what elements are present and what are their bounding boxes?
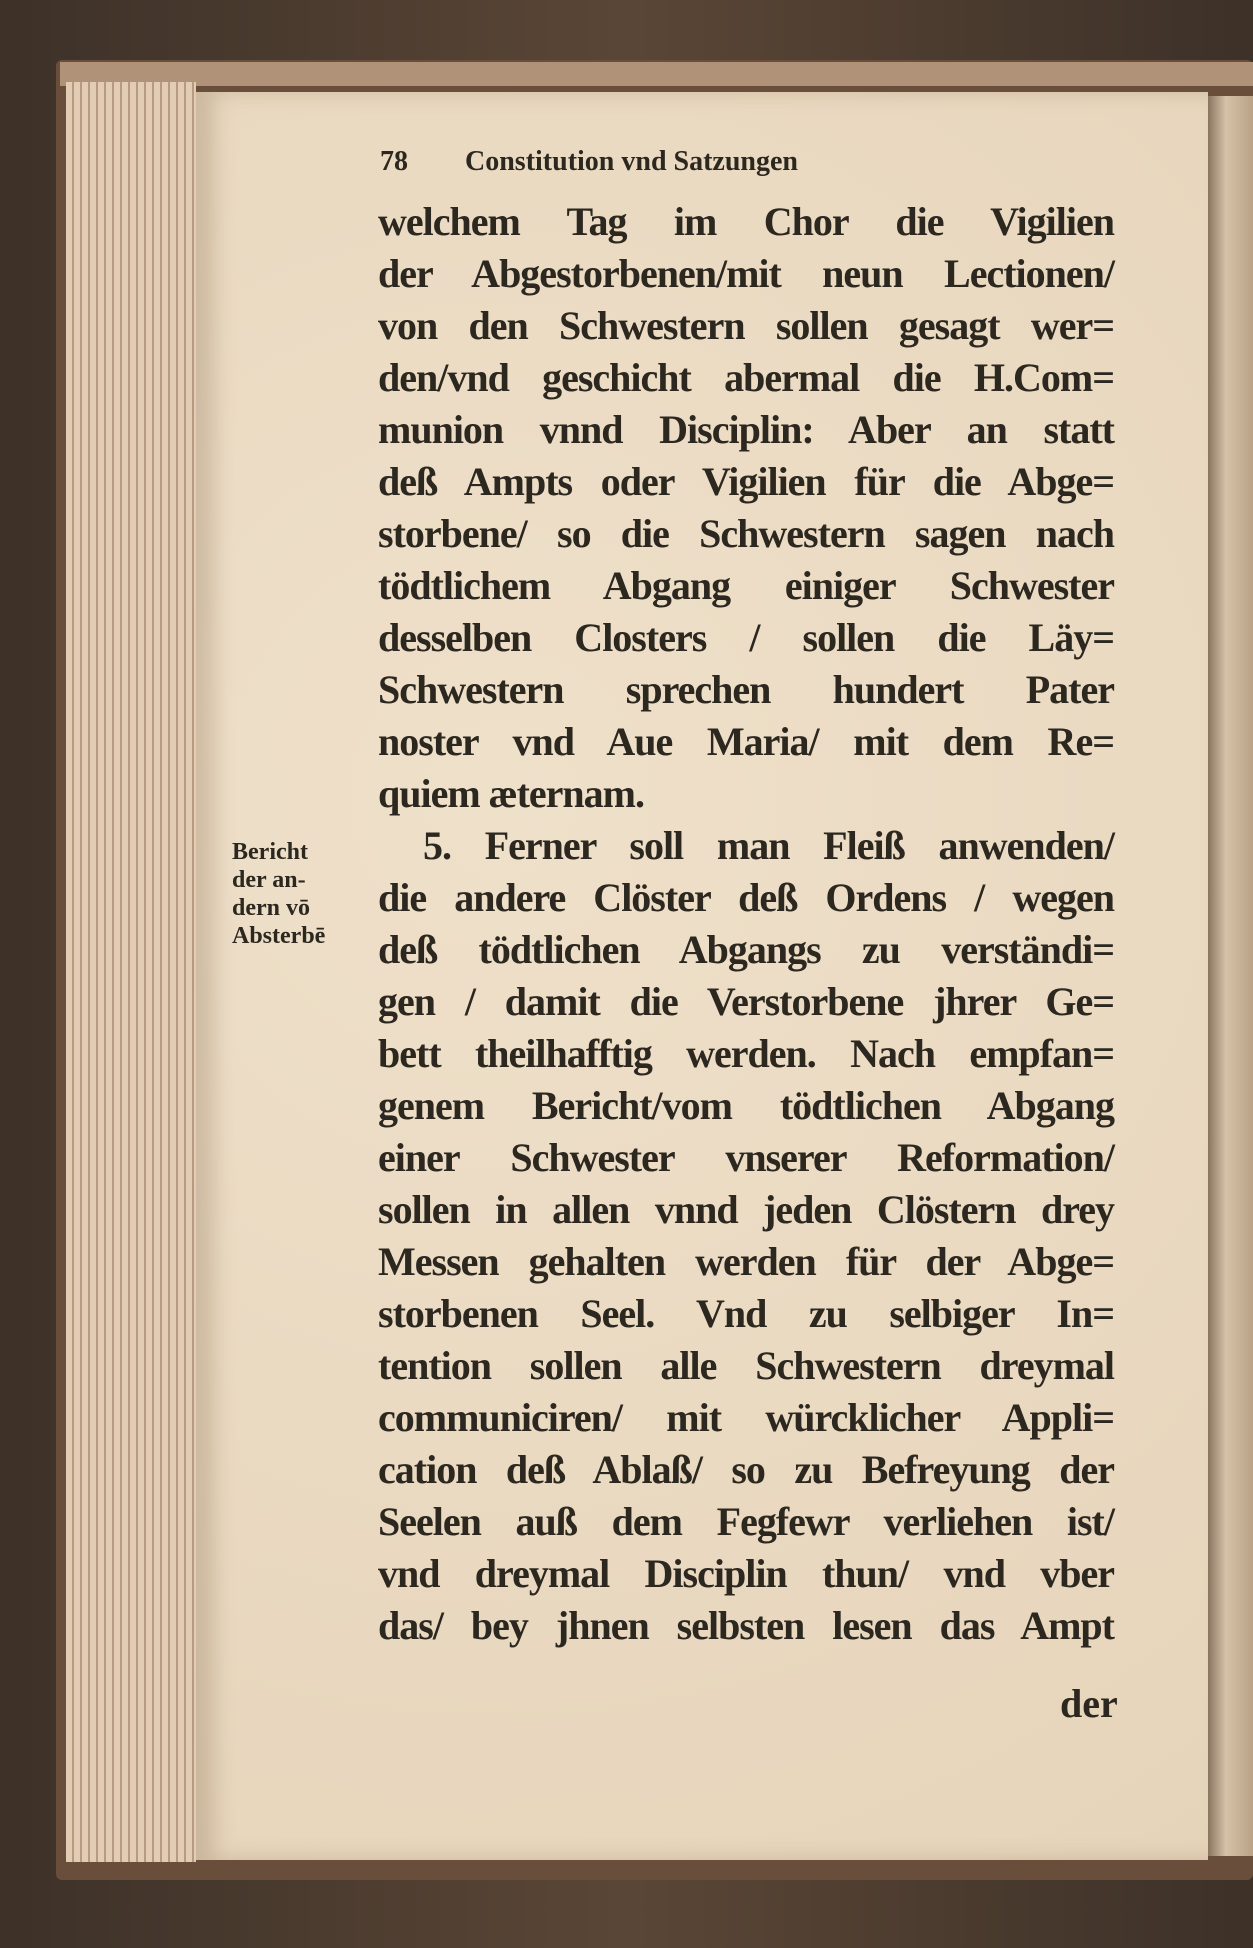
facing-page-edge [1208, 96, 1253, 1856]
text-line: deß tödtlichen Abgangs zu verständi= [378, 927, 1114, 972]
text-line: die andere Clöster deß Ordens / wegen [378, 875, 1114, 920]
text-line: desselben Closters / sollen die Läy= [378, 615, 1114, 660]
page-top-edge [60, 62, 1253, 86]
text-line: Schwestern sprechen hundert Pater [378, 667, 1114, 712]
catchword: der [1060, 1681, 1118, 1726]
text-line: vnd dreymal Disciplin thun/ vnd vber [378, 1551, 1114, 1596]
text-line: den/vnd geschicht abermal die H.Com= [378, 355, 1114, 400]
text-line: cation deß Ablaß/ so zu Befreyung der [378, 1447, 1114, 1492]
text-line: noster vnd Aue Maria/ mit dem Re= [378, 719, 1114, 764]
text-line: Messen gehalten werden für der Abge= [378, 1239, 1114, 1284]
body-text [378, 196, 1114, 1652]
text-line: Seelen auß dem Fegfewr verliehen ist/ [378, 1499, 1114, 1544]
text-line: sollen in allen vnnd jeden Clöstern drey [378, 1187, 1114, 1232]
text-line: das/ bey jhnen selbsten lesen das Ampt [378, 1603, 1114, 1648]
text-line: storbene/ so die Schwestern sagen nach [378, 511, 1114, 556]
text-line: der Abgestorbenen/mit neun Lectionen/ [378, 251, 1114, 296]
text-line: storbenen Seel. Vnd zu selbiger In= [378, 1291, 1114, 1336]
text-line: tention sollen alle Schwestern dreymal [378, 1343, 1114, 1388]
text-line: von den Schwestern sollen gesagt wer= [378, 303, 1114, 348]
text-line: communiciren/ mit würcklicher Appli= [378, 1395, 1114, 1440]
page-edges-stack [66, 82, 196, 1862]
margin-note-line: dern vō [232, 895, 310, 921]
running-header [380, 146, 980, 178]
margin-note-line: Bericht [232, 839, 308, 865]
margin-note-line: der an- [232, 867, 306, 893]
margin-note [232, 838, 352, 950]
text-line: bett theilhafftig werden. Nach empfan= [378, 1031, 1114, 1076]
text-line: einer Schwester vnserer Reformation/ [378, 1135, 1114, 1180]
text-line: welchem Tag im Chor die Vigilien [378, 199, 1114, 244]
text-line: quiem æternam. [378, 771, 644, 816]
margin-note-line: Absterbē [232, 923, 326, 949]
text-line: 5. Ferner soll man Fleiß anwenden/ [423, 823, 1114, 868]
page-number: 78 [380, 146, 408, 177]
text-line: tödtlichem Abgang einiger Schwester [378, 563, 1114, 608]
running-title: Constitution vnd Satzungen [465, 146, 798, 177]
text-line: deß Ampts oder Vigilien für die Abge= [378, 459, 1114, 504]
text-line: genem Bericht/vom tödtlichen Abgang [378, 1083, 1114, 1128]
text-line: munion vnnd Disciplin: Aber an statt [378, 407, 1114, 452]
text-line: gen / damit die Verstorbene jhrer Ge= [378, 979, 1114, 1024]
